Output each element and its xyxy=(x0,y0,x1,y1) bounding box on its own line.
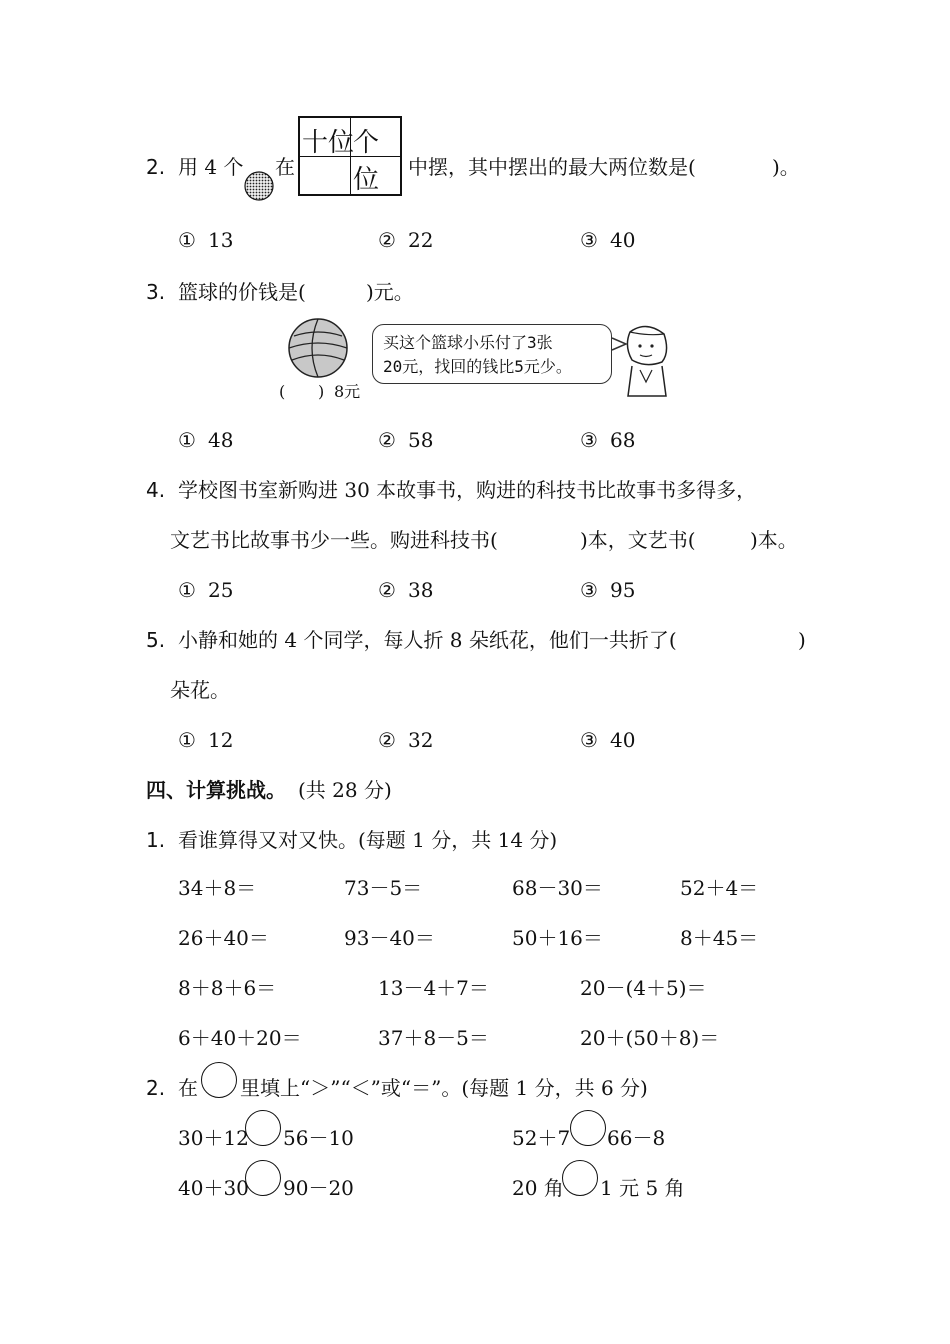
section-title: 四、计算挑战。 xyxy=(146,778,286,802)
question-text: )本。 xyxy=(750,528,798,552)
calc-item: 34＋8＝ xyxy=(178,876,257,900)
question-number: 2. xyxy=(146,155,166,179)
option-2[interactable]: ② 58 xyxy=(378,428,434,452)
compare-right: 90－20 xyxy=(283,1176,354,1200)
compare-right: 66－8 xyxy=(607,1126,666,1150)
option-3[interactable]: ③ 95 xyxy=(580,578,636,602)
tens-header: 十位 xyxy=(302,128,355,158)
option-2[interactable]: ② 32 xyxy=(378,728,434,752)
option-3[interactable]: ③ 40 xyxy=(580,228,636,252)
option-1[interactable]: ① 12 xyxy=(178,728,234,752)
question-text: 朵花。 xyxy=(170,678,230,702)
calc-item: 26＋40＝ xyxy=(178,926,269,950)
question-text: 篮球的价钱是( xyxy=(178,280,306,304)
question-number: 1. xyxy=(146,828,166,852)
price-bracket-right: ) xyxy=(318,382,325,401)
calc-item: 8＋8＋6＝ xyxy=(178,976,277,1000)
basketball-icon xyxy=(286,316,350,380)
dotted-ball-icon xyxy=(243,170,275,202)
bubble-line-1: 买这个篮球小乐付了3张 xyxy=(383,333,553,352)
question-number: 4. xyxy=(146,478,166,502)
compare-left: 30＋12 xyxy=(178,1126,249,1150)
question-number: 5. xyxy=(146,628,166,652)
question-text: )。 xyxy=(772,155,800,179)
price-suffix: 8元 xyxy=(334,382,361,401)
calc-item: 52＋4＝ xyxy=(680,876,759,900)
option-1[interactable]: ① 13 xyxy=(178,228,234,252)
price-bracket-left: ( xyxy=(279,382,286,401)
option-3[interactable]: ③ 68 xyxy=(580,428,636,452)
calc-item: 13－4＋7＝ xyxy=(378,976,489,1000)
question-text: 在 xyxy=(178,1076,198,1100)
question-text: 用 4 个 xyxy=(178,155,244,179)
compare-circle[interactable] xyxy=(562,1160,598,1196)
option-2[interactable]: ② 38 xyxy=(378,578,434,602)
calc-item: 6＋40＋20＝ xyxy=(178,1026,302,1050)
compare-left: 40＋30 xyxy=(178,1176,249,1200)
compare-circle-example xyxy=(201,1062,237,1098)
question-text: )元。 xyxy=(366,280,414,304)
calc-item: 73－5＝ xyxy=(344,876,423,900)
question-text: 里填上“＞”“＜”或“＝”。(每题 1 分，共 6 分) xyxy=(240,1076,648,1100)
question-number: 3. xyxy=(146,280,166,304)
option-1[interactable]: ① 25 xyxy=(178,578,234,602)
question-text: 小静和她的 4 个同学，每人折 8 朵纸花，他们一共折了( xyxy=(178,628,677,652)
question-text: 中摆，其中摆出的最大两位数是( xyxy=(408,155,696,179)
question-text: 学校图书室新购进 30 本故事书，购进的科技书比故事书多得多， xyxy=(178,478,757,502)
calc-item: 37＋8－5＝ xyxy=(378,1026,489,1050)
option-2[interactable]: ② 22 xyxy=(378,228,434,252)
calc-item: 20－(4＋5)＝ xyxy=(580,976,707,1000)
calc-item: 8＋45＝ xyxy=(680,926,759,950)
question-text: 文艺书比故事书少一些。购进科技书( xyxy=(170,528,498,552)
compare-left: 20 角 xyxy=(512,1176,564,1200)
speech-bubble xyxy=(372,324,612,384)
question-number: 2. xyxy=(146,1076,166,1100)
compare-right: 56－10 xyxy=(283,1126,354,1150)
question-text: 看谁算得又对又快。(每题 1 分，共 14 分) xyxy=(178,828,558,852)
calc-item: 68－30＝ xyxy=(512,876,603,900)
ones-header: 个位 xyxy=(353,128,380,195)
question-text: )本，文艺书( xyxy=(580,528,696,552)
section-score: (共 28 分) xyxy=(298,778,392,802)
question-text: 在 xyxy=(275,155,295,179)
place-value-table xyxy=(298,116,402,196)
option-3[interactable]: ③ 40 xyxy=(580,728,636,752)
compare-left: 52＋7 xyxy=(512,1126,571,1150)
question-text: ) xyxy=(798,628,806,652)
compare-right: 1 元 5 角 xyxy=(600,1176,685,1200)
calc-item: 20＋(50＋8)＝ xyxy=(580,1026,720,1050)
girl-icon xyxy=(618,322,674,398)
calc-item: 93－40＝ xyxy=(344,926,435,950)
bubble-line-2: 20元，找回的钱比5元少。 xyxy=(383,357,572,376)
compare-circle[interactable] xyxy=(245,1160,281,1196)
compare-circle[interactable] xyxy=(245,1110,281,1146)
option-1[interactable]: ① 48 xyxy=(178,428,234,452)
compare-circle[interactable] xyxy=(570,1110,606,1146)
calc-item: 50＋16＝ xyxy=(512,926,603,950)
